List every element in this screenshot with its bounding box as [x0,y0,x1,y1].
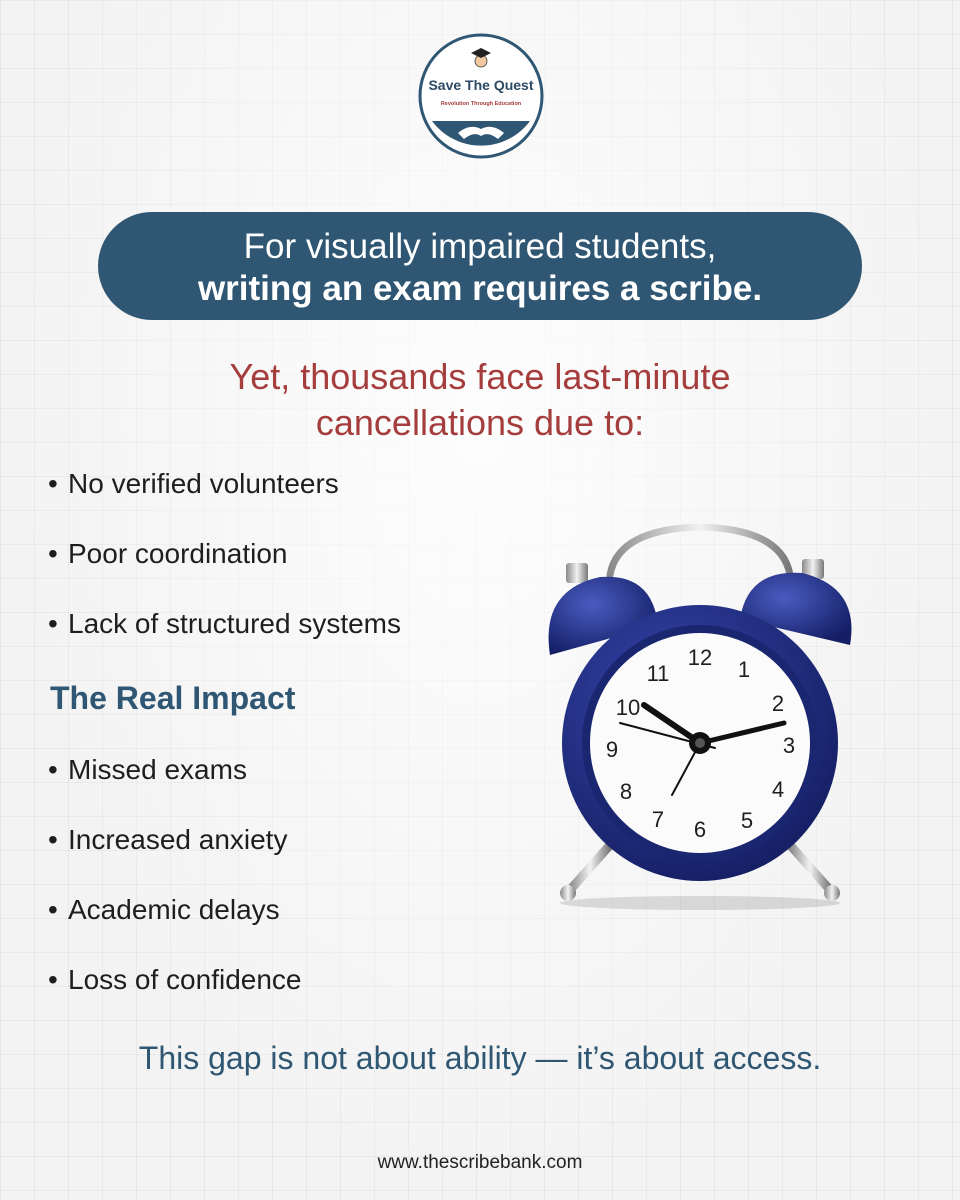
logo [418,33,544,159]
headline-banner [98,212,862,320]
impact-text: Academic delays [68,894,280,925]
clock-numeral: 12 [687,645,713,670]
list-item [48,606,401,676]
alarm-clock-icon [540,515,860,915]
logo-title: Save The Quest [428,77,534,93]
list-item [48,752,302,822]
list-item [48,962,302,1032]
list-item [48,892,302,962]
subheading [0,354,960,446]
clock-numeral: 5 [740,808,754,833]
logo-tagline: Revolution Through Education [440,101,522,107]
bullet: • [48,754,58,785]
bullet: • [48,964,58,995]
website-url[interactable]: www.thescribebank.com [377,1152,583,1173]
clock-numeral: 11 [646,661,670,686]
clock-numeral: 8 [619,779,633,804]
impact-text: Increased anxiety [68,824,288,855]
logo-badge-icon [418,33,544,159]
subheading-line-1: Yet, thousands face last-minute [229,356,731,397]
bullet: • [48,608,58,639]
bullet: • [48,894,58,925]
closing-statement: This gap is not about ability — it’s about access. [138,1040,822,1076]
list-item [48,536,401,606]
alarm-clock-illustration [540,515,860,915]
clock-numeral: 1 [737,657,751,682]
reasons-list [48,466,401,676]
headline-line-2: writing an exam requires a scribe. [197,269,763,308]
headline-line-1: For visually impaired students, [243,227,717,266]
clock-numeral: 4 [771,777,785,802]
impact-list [48,752,302,1032]
clock-numeral: 6 [693,817,707,842]
bullet: • [48,468,58,499]
reason-text: No verified volunteers [68,468,339,499]
list-item [48,466,401,536]
list-item [48,822,302,892]
impact-heading: The Real Impact [50,680,296,716]
impact-text: Missed exams [68,754,247,785]
clock-numeral: 7 [651,807,665,832]
clock-numeral: 9 [605,737,619,762]
impact-text: Loss of confidence [68,964,302,995]
reason-text: Poor coordination [68,538,288,569]
clock-numeral: 2 [771,691,785,716]
bullet: • [48,824,58,855]
clock-numeral: 3 [782,733,796,758]
clock-numeral: 10 [615,695,641,720]
subheading-line-2: cancellations due to: [315,402,645,443]
reason-text: Lack of structured systems [68,608,402,639]
bullet: • [48,538,58,569]
